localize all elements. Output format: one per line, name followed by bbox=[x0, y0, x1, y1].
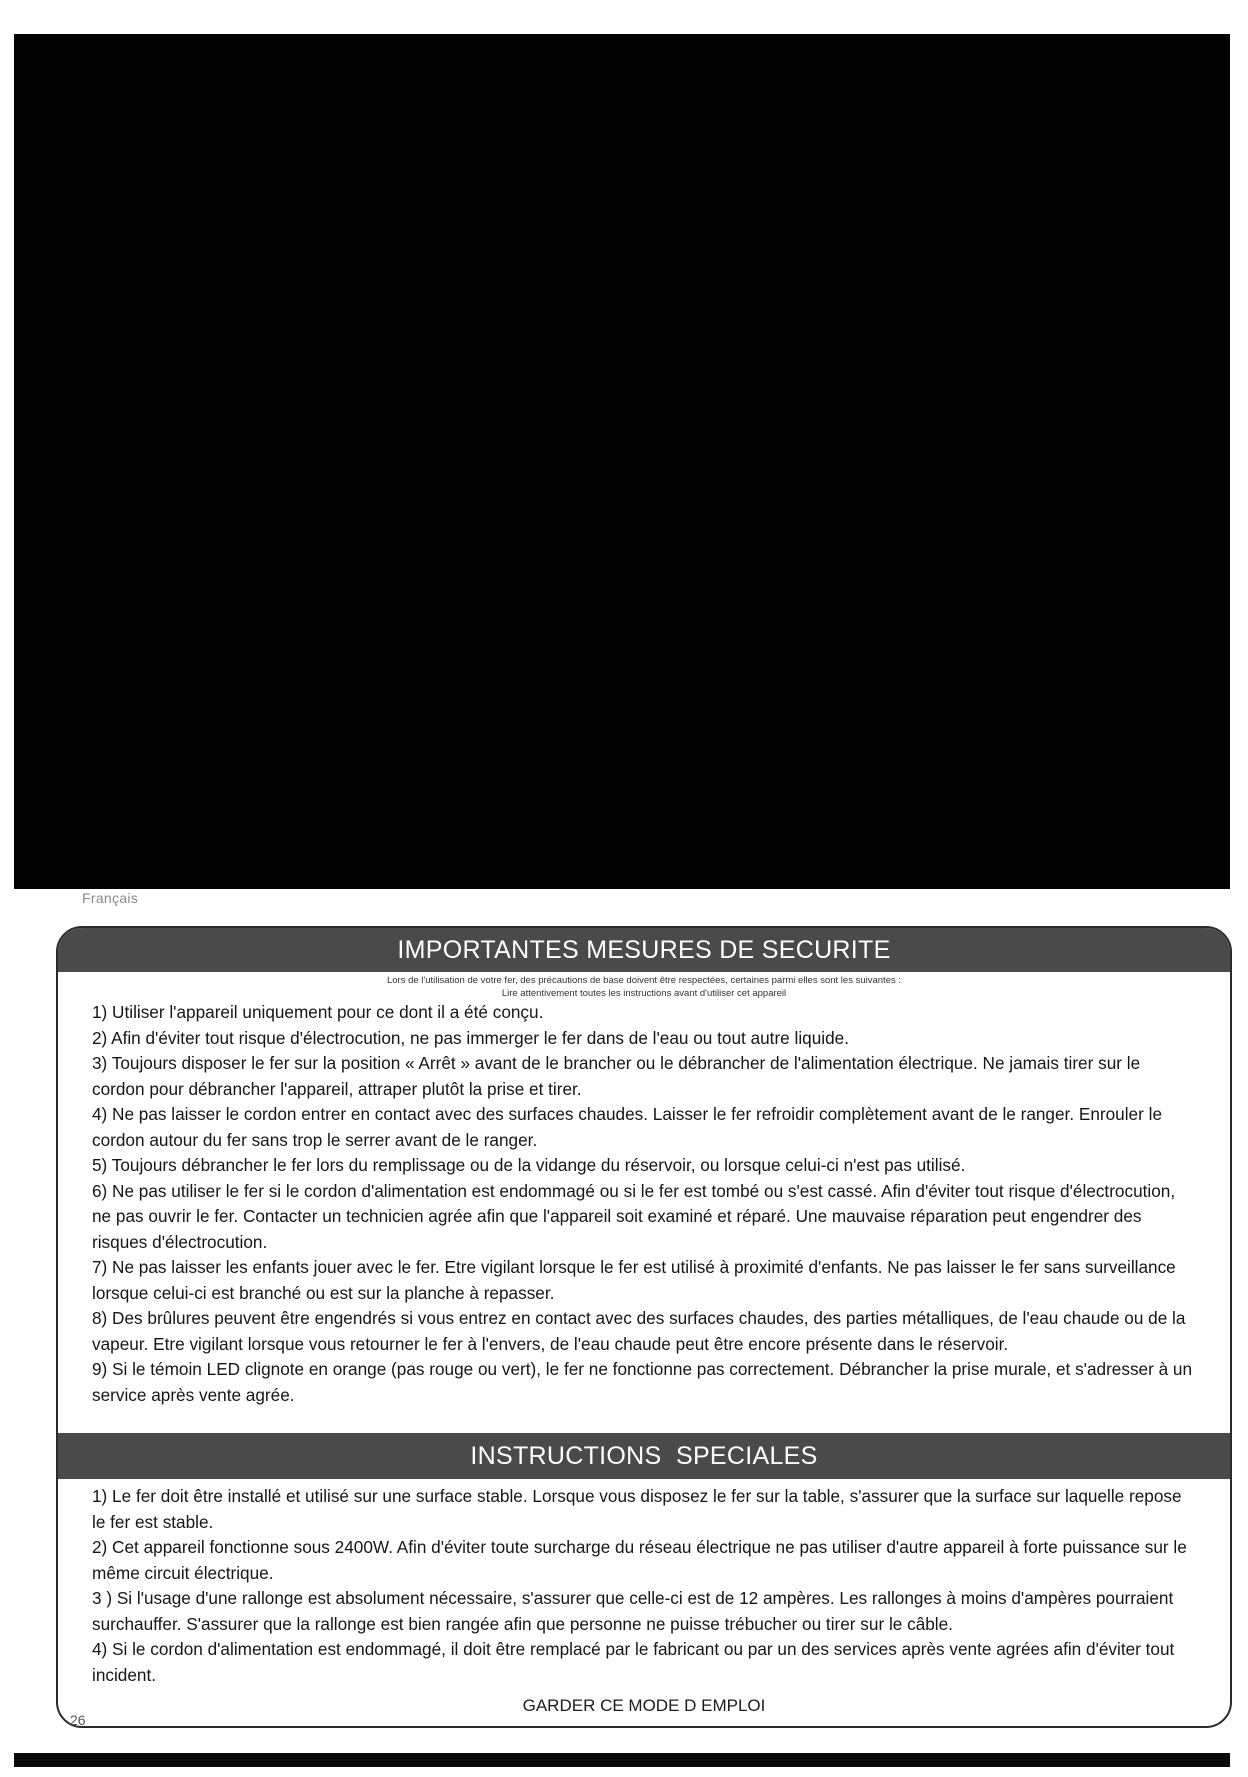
safety-item: 6) Ne pas utiliser le fer si le cordon d'alimentation est endommagé ou si le fer est tombé ou s'est cassé. Afin d'éviter tout risque d'électrocution, ne pas ouvrir le fer. Contacter un technicien agrée afin que l'appareil soit examiné et réparé. Une mauvaise réparation peut engendrer des risques d'électrocution. bbox=[92, 1180, 1176, 1252]
special-item: 4) Si le cordon d'alimentation est endommagé, il doit être remplacé par le fabricant ou par un des services après vente agrées afin d'éviter tout incident. bbox=[92, 1639, 1175, 1685]
special-list bbox=[92, 1484, 1194, 1688]
instructions-frame bbox=[56, 926, 1232, 1728]
safety-list bbox=[92, 1000, 1194, 1408]
special-item: 3 ) Si l'usage d'une rallonge est absolument nécessaire, s'assurer que celle-ci est de 12 ampères. Les rallonges à moins d'ampères pourraient surchauffer. S'assurer que la rallonge est bien rangée afin que personne ne puisse trébucher ou tirer sur le câble. bbox=[92, 1588, 1174, 1634]
safety-item: 9) Si le témoin LED clignote en orange (pas rouge ou vert), le fer ne fonctionne pas correctement. Débrancher la prise murale, et s'adresser à un service après vente agrée. bbox=[92, 1359, 1193, 1405]
special-item: 2) Cet appareil fonctionne sous 2400W. Afin d'éviter toute surcharge du réseau électrique ne pas utiliser d'autre appareil à forte puissance sur le même circuit électrique. bbox=[92, 1537, 1187, 1583]
safety-item: 2) Afin d'éviter tout risque d'électrocution, ne pas immerger le fer dans de l'eau ou tout autre liquide. bbox=[92, 1027, 849, 1048]
language-label: Français bbox=[82, 890, 139, 906]
safety-item: 5) Toujours débrancher le fer lors du remplissage ou de la vidange du réservoir, ou lorsque celui-ci n'est pas utilisé. bbox=[92, 1155, 966, 1175]
safety-title: IMPORTANTES MESURES DE SECURITE bbox=[397, 935, 891, 964]
safety-intro-line-2: Lire attentivement toutes les instructions avant d'utiliser cet appareil bbox=[501, 988, 787, 999]
page-number: 26 bbox=[70, 1712, 86, 1728]
safety-item: 4) Ne pas laisser le cordon entrer en contact avec des surfaces chaudes. Laisser le fer refroidir complètement avant de le ranger. Enrouler le cordon autour du fer sans trop le serrer avant de le ranger. bbox=[92, 1104, 1162, 1150]
keep-manual-note: GARDER CE MODE D EMPLOI bbox=[522, 1696, 766, 1715]
bottom-dark-strip bbox=[14, 1753, 1230, 1767]
special-title-band bbox=[58, 1433, 1230, 1479]
safety-title-band bbox=[58, 928, 1230, 972]
special-item: 1) Le fer doit être installé et utilisé sur une surface stable. Lorsque vous disposez le fer sur la table, s'assurer que la surface sur laquelle repose le fer est stable. bbox=[92, 1486, 1182, 1532]
safety-item: 7) Ne pas laisser les enfants jouer avec le fer. Etre vigilant lorsque le fer est utilisé à proximité d'enfants. Ne pas laisser le fer sans surveillance lorsque celui-ci est branché ou est sur la planche à repasser. bbox=[92, 1257, 1176, 1303]
safety-item: 3) Toujours disposer le fer sur la position « Arrêt » avant de le brancher ou le débrancher de l'alimentation électrique. Ne jamais tirer sur le cordon pour débrancher l'appareil, attraper plutôt la prise et tirer. bbox=[92, 1053, 1141, 1099]
special-title: INSTRUCTIONS SPECIALES bbox=[470, 1441, 818, 1470]
safety-intro-line-1: Lors de l'utilisation de votre fer, des précautions de base doivent être respectées, certaines parmi elles sont les suivantes : bbox=[386, 975, 902, 986]
dark-image-area bbox=[14, 34, 1230, 889]
safety-item: 8) Des brûlures peuvent être engendrés si vous entrez en contact avec des surfaces chaudes, des parties métalliques, de l'eau chaude ou de la vapeur. Etre vigilant lorsque vous retourner le fer à l'envers, de l'eau chaude peut être encore présente dans le réservoir. bbox=[92, 1308, 1186, 1354]
safety-item: 1) Utiliser l'appareil uniquement pour ce dont il a été conçu. bbox=[92, 1002, 544, 1022]
